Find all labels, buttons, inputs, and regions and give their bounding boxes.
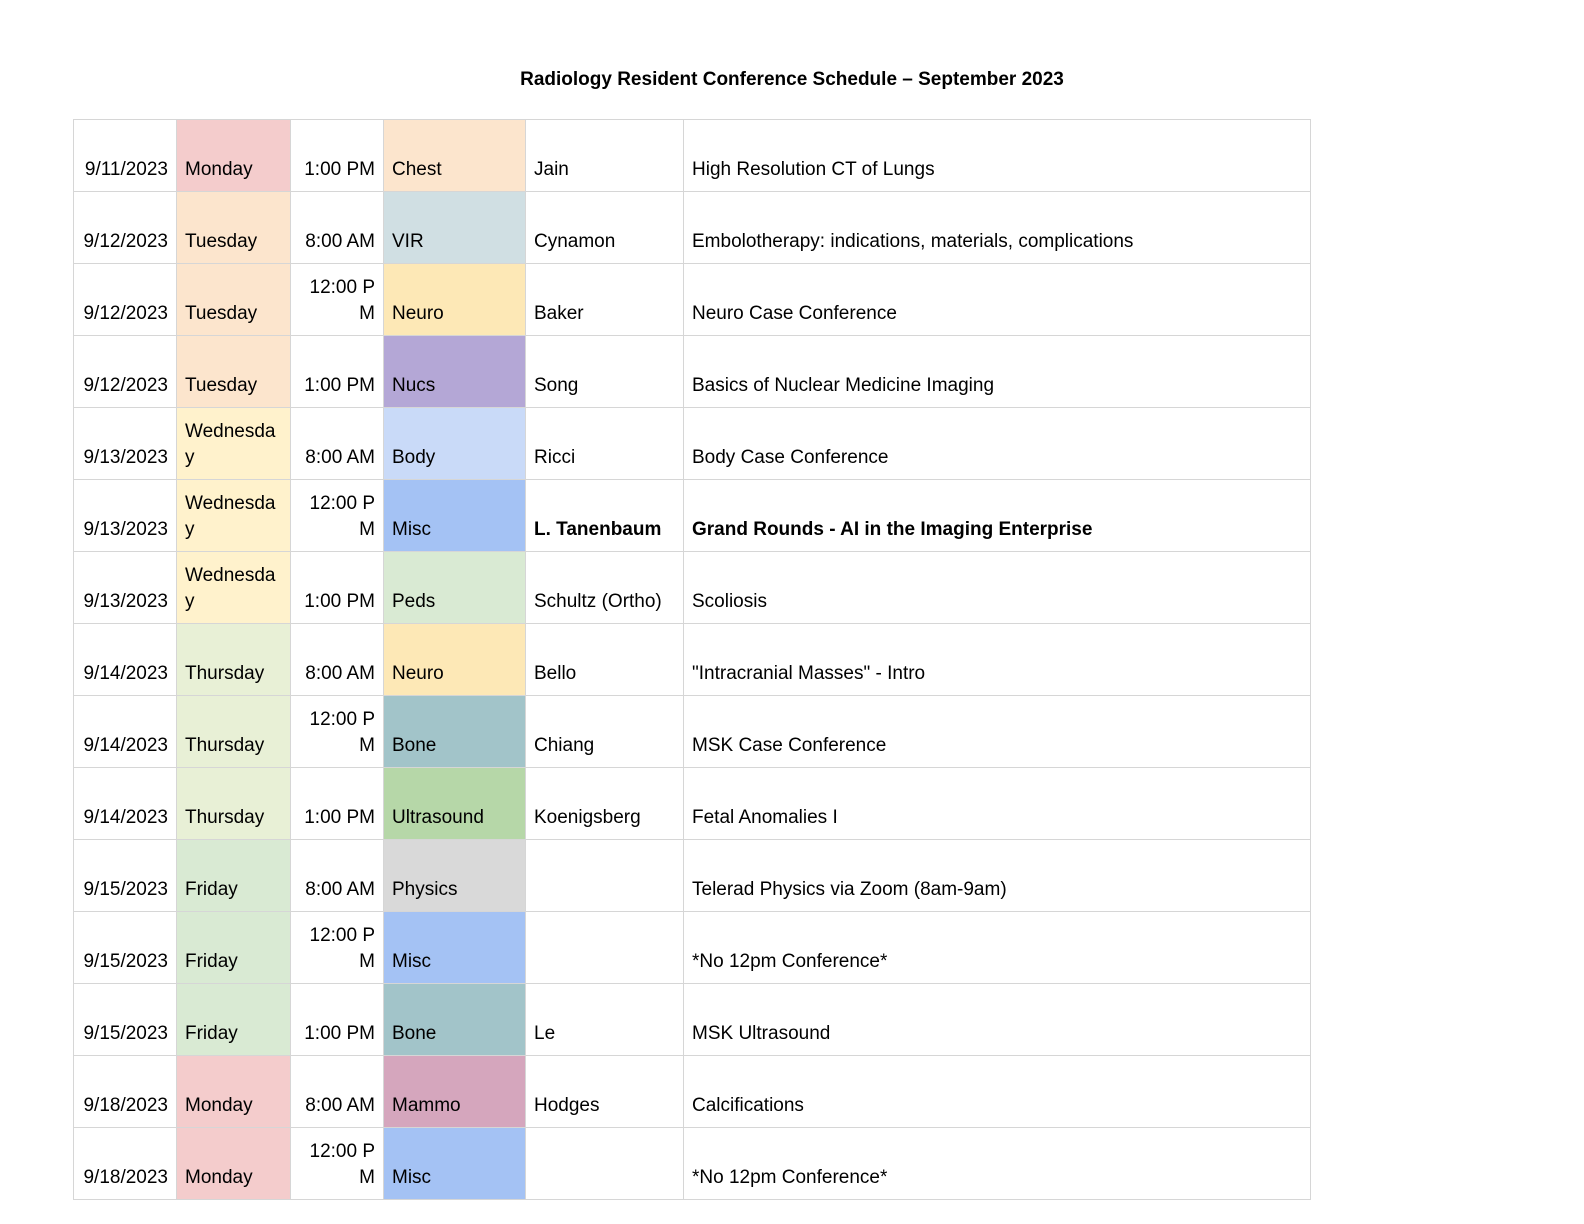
section-cell: Body [384, 408, 526, 480]
presenter-cell: Cynamon [526, 192, 684, 264]
day-cell: Wednesday [177, 480, 291, 552]
topic-cell: Embolotherapy: indications, materials, complications [684, 192, 1311, 264]
presenter-cell: L. Tanenbaum [526, 480, 684, 552]
time-cell: 1:00 PM [291, 120, 384, 192]
date-cell: 9/13/2023 [74, 408, 177, 480]
topic-cell: *No 12pm Conference* [684, 912, 1311, 984]
section-cell: Bone [384, 696, 526, 768]
table-row [74, 912, 1311, 984]
date-cell: 9/14/2023 [74, 624, 177, 696]
day-cell: Friday [177, 984, 291, 1056]
presenter-cell: Bello [526, 624, 684, 696]
table-row [74, 1056, 1311, 1128]
topic-cell: Basics of Nuclear Medicine Imaging [684, 336, 1311, 408]
time-cell: 12:00 PM [291, 696, 384, 768]
date-cell: 9/15/2023 [74, 840, 177, 912]
presenter-cell: Baker [526, 264, 684, 336]
presenter-cell: Chiang [526, 696, 684, 768]
day-cell: Monday [177, 120, 291, 192]
table-row [74, 192, 1311, 264]
day-cell: Thursday [177, 696, 291, 768]
date-cell: 9/13/2023 [74, 552, 177, 624]
section-cell: Bone [384, 984, 526, 1056]
section-cell: Mammo [384, 1056, 526, 1128]
time-cell: 12:00 PM [291, 1128, 384, 1200]
date-cell: 9/12/2023 [74, 264, 177, 336]
day-cell: Monday [177, 1056, 291, 1128]
day-cell: Wednesday [177, 552, 291, 624]
day-cell: Tuesday [177, 192, 291, 264]
date-cell: 9/15/2023 [74, 984, 177, 1056]
topic-cell: MSK Ultrasound [684, 984, 1311, 1056]
section-cell: Ultrasound [384, 768, 526, 840]
table-row [74, 336, 1311, 408]
schedule-table [73, 119, 1311, 1200]
section-cell: Physics [384, 840, 526, 912]
table-row [74, 1128, 1311, 1200]
section-cell: Peds [384, 552, 526, 624]
topic-cell: High Resolution CT of Lungs [684, 120, 1311, 192]
topic-cell: "Intracranial Masses" - Intro [684, 624, 1311, 696]
day-cell: Tuesday [177, 336, 291, 408]
presenter-cell: Jain [526, 120, 684, 192]
table-row [74, 480, 1311, 552]
table-row [74, 696, 1311, 768]
presenter-cell [526, 840, 684, 912]
time-cell: 8:00 AM [291, 624, 384, 696]
table-row [74, 552, 1311, 624]
time-cell: 8:00 AM [291, 1056, 384, 1128]
topic-cell: Fetal Anomalies I [684, 768, 1311, 840]
day-cell: Monday [177, 1128, 291, 1200]
section-cell: Chest [384, 120, 526, 192]
table-row [74, 984, 1311, 1056]
presenter-cell [526, 912, 684, 984]
time-cell: 8:00 AM [291, 408, 384, 480]
topic-cell: Scoliosis [684, 552, 1311, 624]
presenter-cell [526, 1128, 684, 1200]
topic-cell: Neuro Case Conference [684, 264, 1311, 336]
date-cell: 9/18/2023 [74, 1056, 177, 1128]
time-cell: 1:00 PM [291, 768, 384, 840]
topic-cell: Grand Rounds - AI in the Imaging Enterprise [684, 480, 1311, 552]
topic-cell: Calcifications [684, 1056, 1311, 1128]
schedule-body [74, 120, 1311, 1200]
presenter-cell: Hodges [526, 1056, 684, 1128]
section-cell: Misc [384, 480, 526, 552]
date-cell: 9/12/2023 [74, 336, 177, 408]
section-cell: Misc [384, 912, 526, 984]
time-cell: 12:00 PM [291, 912, 384, 984]
section-cell: Nucs [384, 336, 526, 408]
date-cell: 9/12/2023 [74, 192, 177, 264]
table-row [74, 768, 1311, 840]
presenter-cell: Schultz (Ortho) [526, 552, 684, 624]
presenter-cell: Ricci [526, 408, 684, 480]
time-cell: 8:00 AM [291, 840, 384, 912]
day-cell: Thursday [177, 624, 291, 696]
date-cell: 9/18/2023 [74, 1128, 177, 1200]
page-title: Radiology Resident Conference Schedule – September 2023 [520, 69, 1064, 90]
date-cell: 9/14/2023 [74, 768, 177, 840]
day-cell: Thursday [177, 768, 291, 840]
day-cell: Friday [177, 912, 291, 984]
topic-cell: *No 12pm Conference* [684, 1128, 1311, 1200]
date-cell: 9/14/2023 [74, 696, 177, 768]
table-row [74, 624, 1311, 696]
day-cell: Wednesday [177, 408, 291, 480]
topic-cell: Body Case Conference [684, 408, 1311, 480]
table-row [74, 120, 1311, 192]
time-cell: 1:00 PM [291, 336, 384, 408]
section-cell: VIR [384, 192, 526, 264]
topic-cell: MSK Case Conference [684, 696, 1311, 768]
day-cell: Friday [177, 840, 291, 912]
presenter-cell: Le [526, 984, 684, 1056]
date-cell: 9/11/2023 [74, 120, 177, 192]
date-cell: 9/13/2023 [74, 480, 177, 552]
day-cell: Tuesday [177, 264, 291, 336]
section-cell: Neuro [384, 264, 526, 336]
table-row [74, 264, 1311, 336]
time-cell: 8:00 AM [291, 192, 384, 264]
date-cell: 9/15/2023 [74, 912, 177, 984]
section-cell: Misc [384, 1128, 526, 1200]
table-row [74, 840, 1311, 912]
presenter-cell: Koenigsberg [526, 768, 684, 840]
topic-cell: Telerad Physics via Zoom (8am-9am) [684, 840, 1311, 912]
time-cell: 1:00 PM [291, 552, 384, 624]
time-cell: 12:00 PM [291, 480, 384, 552]
time-cell: 12:00 PM [291, 264, 384, 336]
presenter-cell: Song [526, 336, 684, 408]
table-row [74, 408, 1311, 480]
time-cell: 1:00 PM [291, 984, 384, 1056]
section-cell: Neuro [384, 624, 526, 696]
